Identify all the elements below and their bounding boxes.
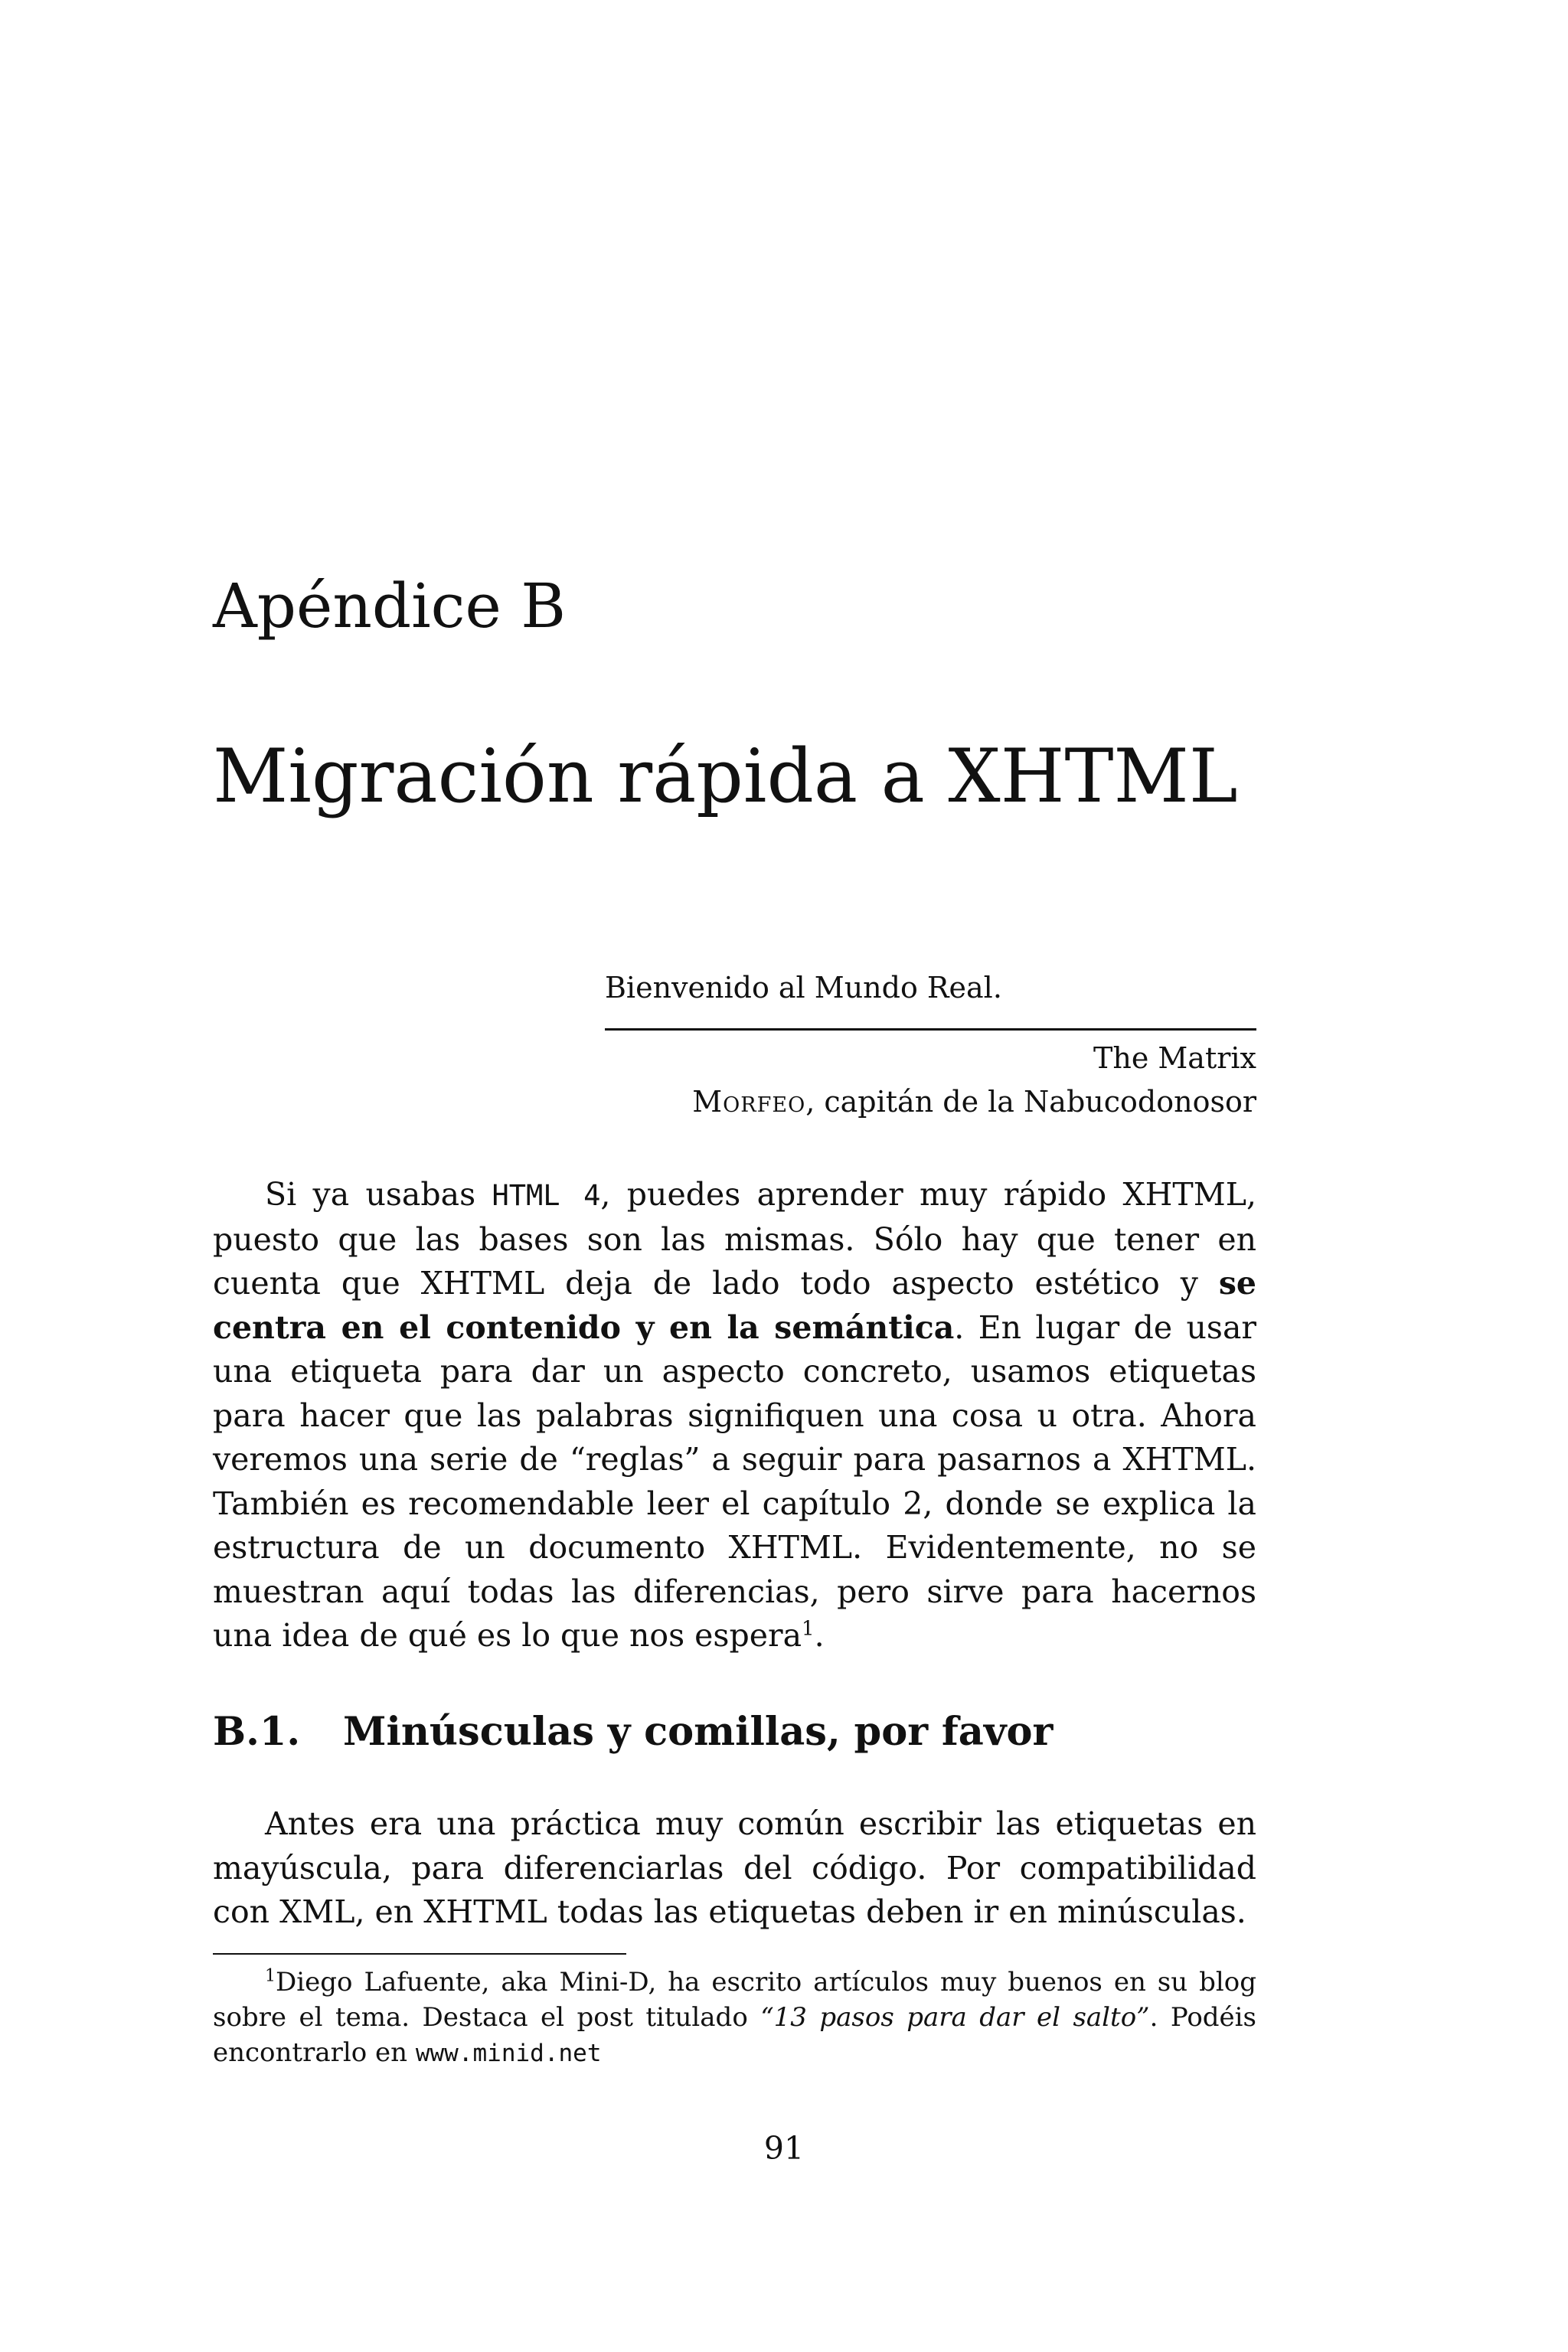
intro-code-html4: HTML 4 xyxy=(492,1179,601,1212)
intro-paragraph xyxy=(213,1173,1256,1658)
epigraph-author xyxy=(605,1080,1256,1124)
footnote-url[interactable]: www.minid.net xyxy=(415,2040,602,2067)
epigraph-divider xyxy=(605,1028,1256,1031)
page-number: 91 xyxy=(763,2130,805,2167)
epigraph xyxy=(605,966,1256,1124)
intro-text-3: . En lugar de usar una etiqueta para dar un aspecto concreto, usamos etiquetas para hacer que las palabras signifiquen una cosa u otra. Ahora veremos una serie de “reglas” a seguir para pasarnos a XHTML. También es recomendable leer el capítulo 2, donde se explica la estructura de un documento XHTML. Evidentemente, no se muestran aquí todas las diferencias, pero sirve para hacernos una idea de qué es lo que nos espera xyxy=(213,1308,1256,1654)
intro-bold-emphasis: se centra en el contenido y en la semántica xyxy=(213,1265,1256,1346)
footnote-reference[interactable]: 1 xyxy=(802,1617,815,1641)
footnote-text-2: . Podéis encontrarlo en xyxy=(213,2002,1257,2068)
section-heading xyxy=(213,1709,1054,1755)
section-paragraph: Antes era una práctica muy común escribir las etiquetas en mayúscula, para diferenciarlas del código. Por compatibilidad con XML, en XHTML todas las etiquetas deben ir en minúsculas. xyxy=(213,1805,1256,1930)
chapter-label: Apéndice B xyxy=(213,570,567,642)
section-title: Minúsculas y comillas, por favor xyxy=(343,1709,1054,1755)
epigraph-source: The Matrix xyxy=(1093,1041,1256,1075)
footnote xyxy=(213,1965,1256,2071)
footnote-marker: 1 xyxy=(265,1966,276,1986)
footnote-text-1: Diego Lafuente, aka Mini-D, ha escrito artículos muy buenos en su blog sobre el tema. Destaca el post titulado xyxy=(213,1967,1256,2033)
section-number: B.1. xyxy=(213,1709,301,1755)
footnote-divider xyxy=(213,1953,626,1955)
epigraph-quote: Bienvenido al Mundo Real. xyxy=(605,971,1002,1004)
intro-text-2: , puedes aprender muy rápido XHTML, puesto que las bases son las mismas. Sólo hay que tener en cuenta que XHTML deja de lado todo aspecto estético y xyxy=(213,1176,1256,1302)
intro-text-4: . xyxy=(814,1617,825,1654)
chapter-title: Migración rápida a XHTML xyxy=(213,733,1238,819)
epigraph-author-role: , capitán de la Nabucodonosor xyxy=(805,1085,1256,1119)
epigraph-author-name: Morfeo xyxy=(692,1085,806,1119)
intro-text-1: Si ya usabas xyxy=(265,1176,492,1213)
footnote-post-title: “13 pasos para dar el salto” xyxy=(760,2002,1150,2033)
